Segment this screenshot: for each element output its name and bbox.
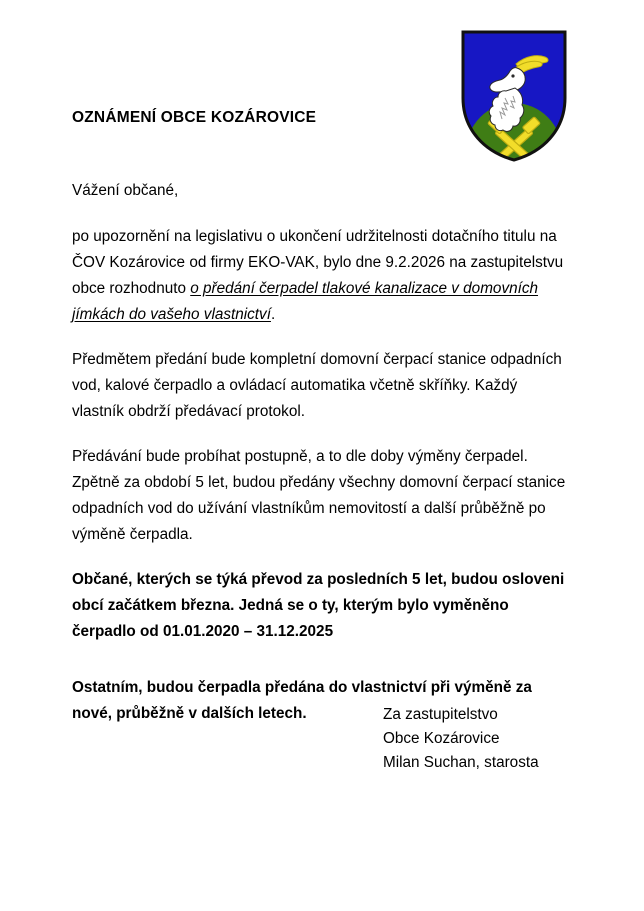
paragraph-decision bbox=[72, 224, 569, 328]
page-title: OZNÁMENÍ OBCE KOZÁROVICE bbox=[72, 109, 317, 126]
decision-text-after-emphasis: . bbox=[270, 306, 276, 323]
signature-line-authority: Za zastupitelstvo bbox=[383, 706, 498, 723]
greeting-paragraph: Vážení občané, bbox=[72, 182, 179, 199]
paragraph-handover-schedule: Předávání bude probíhat postupně, a to dle doby výměny čerpadel. Zpětně za období 5 let, budou předány všechny domovní čerpací stanice odpadních vod do užívání vlastníkům nemovitostí a další průběžně po výměně čerpadla. bbox=[72, 448, 566, 543]
municipal-coat-of-arms bbox=[461, 30, 567, 162]
signature-line-mayor: Milan Suchan, starosta bbox=[383, 754, 539, 771]
decision-emphasis-text: o předání čerpadel tlakové kanalizace v domovních jímkách do vašeho vlastnictví bbox=[72, 280, 539, 323]
document-body bbox=[72, 178, 569, 727]
signature-block bbox=[383, 703, 539, 775]
decision-text-before-emphasis: po upozornění na legislativu o ukončení udržitelnosti dotačního titulu na ČOV Kozárovice od firmy EKO-VAK, bylo dne 9.2.2026 na zastupitelstvu obce rozhodnuto bbox=[72, 228, 564, 297]
paragraph-remaining-citizens-notice: Ostatním, budou čerpadla předána do vlastnictví při výměně za nové, průběžně v dalších letech. bbox=[72, 679, 532, 722]
paragraph-scope-of-handover: Předmětem předání bude kompletní domovní čerpací stanice odpadních vod, kalové čerpadlo a ovládací automatika včetně skříňky. Každý vlastník obdrží předávací protokol. bbox=[72, 351, 562, 420]
paragraph-affected-citizens-notice: Občané, kterých se týká převod za posledních 5 let, budou osloveni obcí začátkem března. Jedná se o ty, kterým bylo vyměněno čerpadlo od 01.01.2020 – 31.12.2025 bbox=[72, 571, 565, 640]
signature-line-municipality: Obce Kozárovice bbox=[383, 730, 500, 747]
